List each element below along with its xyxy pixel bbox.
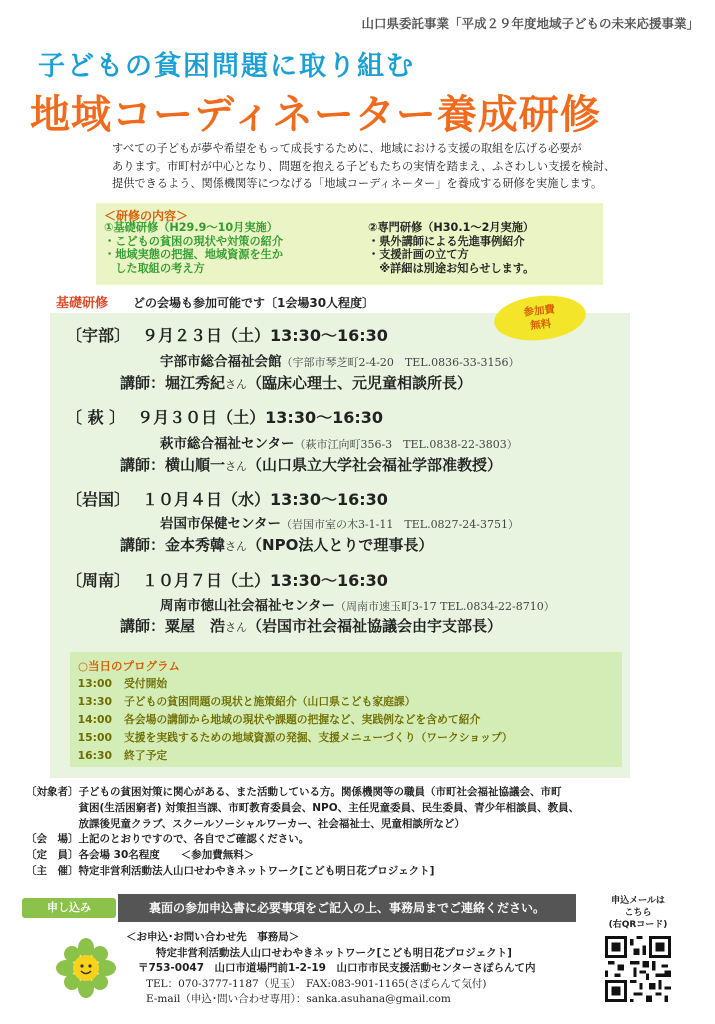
lecturer-honorific: さん	[225, 621, 248, 634]
program-time: 15:00	[77, 731, 112, 744]
basic-training-title: ①基礎研修（H29.9～10月実施）	[104, 221, 278, 234]
lecturer-name: 粟屋 浩	[165, 617, 226, 635]
program-time: 14:00	[77, 713, 112, 726]
details-section	[26, 785, 696, 880]
contact-phone: TEL：070-3777-1187（児玉） FAX:083-901-1165(さぽらんて気付)	[146, 977, 487, 990]
advanced-training-item: ※詳細は別途お知らせします。	[368, 261, 535, 275]
mail-note	[598, 895, 678, 931]
title-subtitle: 子どもの貧困問題に取り組む	[38, 51, 415, 82]
venue-region: 〔周南〕	[66, 571, 131, 590]
program-heading: ○当日のプログラム	[78, 659, 180, 673]
lecturer-affiliation: （岩国市社会福祉協議会由宇支部長）	[247, 617, 503, 635]
fee-badge-line: 無料	[529, 317, 552, 333]
mail-note-line: こちら	[624, 908, 652, 918]
program-time: 13:30	[77, 695, 112, 708]
details-line: 〔主 催〕特定非営利活動法人山口せわやきネットワーク[こども明日花プロジェクト]	[26, 864, 435, 877]
basic-training-item: ・こどもの貧困の現状や対策の紹介	[104, 234, 284, 248]
program-row	[70, 748, 167, 763]
intro-line: あります。市町村が中心となり、問題を抱える子どもたちの実情を踏まえ、ふさわしい支援を検討、	[112, 159, 616, 173]
venue-place	[160, 350, 520, 370]
lecturer-name: 横山順一	[165, 456, 226, 474]
contact-email[interactable]: E-mail（申込･問い合わせ専用）：sanka.asuhana@gmail.com	[146, 993, 451, 1006]
venue-lecturer	[120, 372, 472, 393]
contact-org: 特定非営利活動法人山口せわやきネットワーク[こども明日花プロジェクト]	[156, 946, 512, 959]
lecturer-affiliation: （臨床心理士、元児童相談所長）	[247, 374, 473, 392]
program-time: 16:30	[77, 749, 112, 762]
program-row	[70, 694, 416, 709]
lecturer-label: 講師：	[120, 536, 166, 554]
venue-datetime	[66, 487, 388, 510]
venue-place	[160, 432, 518, 452]
intro-line: すべての子どもが夢や希望をもって成長するために、地域における支援の取組を広げる必要が	[112, 142, 582, 155]
flower-logo-icon	[56, 938, 116, 998]
venue-lecturer	[120, 534, 433, 555]
advanced-training-column	[368, 221, 534, 275]
venue-date: ９月２３日（土）13:30～16:30	[142, 326, 388, 345]
venue-region: 〔岩国〕	[66, 490, 131, 509]
lecturer-label: 講師：	[120, 374, 166, 392]
program-row	[70, 676, 167, 691]
venue-address: （岩国市室の木3-1-11 TEL.0827-24-3751）	[280, 518, 519, 531]
venue-place	[160, 594, 555, 614]
venue-datetime	[66, 323, 388, 346]
basic-training-column	[104, 221, 283, 275]
lecturer-label: 講師：	[120, 617, 166, 635]
basic-training-desc: どの会場も参加可能です〔1会場30人程度〕	[133, 296, 375, 310]
lecturer-honorific: さん	[225, 460, 248, 473]
venue-place-name: 岩国市保健センター	[160, 516, 281, 532]
venue-address: （宇部市琴芝町2-4-20 TEL.0836-33-3156）	[281, 356, 520, 369]
program-box	[70, 652, 622, 767]
advanced-training-item: ・県外講師による先進事例紹介	[368, 234, 525, 248]
program-time: 13:00	[77, 677, 112, 690]
venue-address: （萩市江向町356-3 TEL.0838-22-3803）	[294, 438, 518, 451]
apply-tag: 申し込み	[22, 898, 116, 918]
lecturer-honorific: さん	[225, 540, 248, 553]
venue-datetime	[66, 405, 383, 428]
program-row	[70, 730, 513, 745]
basic-training-label: 基礎研修	[56, 296, 109, 311]
intro-line: 提供できるよう、関係機関等につなげる「地域コーディネーター」を養成する研修を実施します。	[112, 177, 603, 190]
program-row	[70, 712, 480, 727]
advanced-training-item: ・支援計画の立て方	[368, 248, 469, 262]
mail-note-line: 申込メールは	[611, 896, 665, 906]
details-line: 放課後児童クラブ、スクールソーシャルワーカー、社会福祉士、児童相談所など）	[26, 817, 465, 830]
sponsor-line: 山口県委託事業「平成２９年度地域子どもの未来応援事業」	[361, 16, 699, 31]
basic-training-item: ・地域実態の把握、地域資源を生か	[104, 248, 284, 262]
lecturer-label: 講師：	[120, 456, 166, 474]
program-text: 支援を実践するための地域資源の発掘、支援メニューづくり（ワークショップ）	[124, 731, 513, 744]
qr-code-icon[interactable]	[605, 936, 671, 1002]
venue-place	[160, 512, 519, 532]
contact-address: 〒753-0047 山口市道場門前1-2-19 山口市市民支援活動センターさぽらんて内	[138, 962, 536, 975]
contact-heading: ＜お申込･お問い合わせ先 事務局＞	[126, 931, 300, 943]
details-line: 〔会 場〕上記のとおりですので、各自でご確認ください。	[26, 833, 310, 846]
venue-region: 〔 萩 〕	[66, 408, 126, 427]
apply-banner: 裏面の参加申込書に必要事項をご記入の上、事務局までご連絡ください。	[118, 894, 576, 922]
details-line: 貧困(生活困窮者) 対策担当課、市町教育委員会、NPO、主任児童委員、民生委員、青少年相談員、教員、	[26, 801, 580, 814]
venue-place-name: 宇部市総合福祉会館	[160, 354, 282, 370]
program-text: 各会場の講師から地域の現状や課題の把握など、実践例などを含めて紹介	[124, 713, 481, 726]
mail-note-line: (右QRコード)	[608, 920, 668, 930]
lecturer-affiliation: （NPO法人とりで理事長）	[247, 536, 434, 554]
intro-text	[112, 140, 687, 193]
details-line: 〔対象者〕子どもの貧困対策に関心がある、また活動している方。関係機関等の職員（市町社会福祉協議会、市町	[26, 786, 562, 798]
lecturer-name: 堀江秀紀	[165, 374, 226, 392]
venue-date: １０月４日（水）13:30～16:30	[142, 490, 388, 509]
venue-date: １０月７日（土）13:30～16:30	[142, 571, 388, 590]
venue-date: ９月３０日（土）13:30～16:30	[137, 408, 384, 427]
program-text: 受付開始	[124, 677, 168, 690]
details-line: 〔定 員〕各会場 30名程度 ＜参加費無料＞	[26, 849, 255, 862]
advanced-training-title: ②専門研修（H30.1～2月実施）	[368, 221, 535, 234]
venue-place-name: 萩市総合福祉センター	[160, 436, 295, 452]
fee-badge-line: 参加費	[522, 303, 556, 319]
contact-section	[126, 930, 536, 1008]
program-text: 終了予定	[124, 749, 168, 762]
page-title: 地域コーディネーター養成研修	[30, 92, 601, 138]
training-contents-box	[96, 203, 603, 285]
contents-heading: ＜研修の内容＞	[104, 209, 189, 223]
venue-datetime	[66, 568, 388, 591]
lecturer-name: 金本秀韓	[165, 536, 226, 554]
program-text: 子どもの貧困問題の現状と施策紹介（山口県こども家庭課）	[124, 695, 416, 708]
lecturer-honorific: さん	[225, 378, 248, 391]
venue-region: 〔宇部〕	[66, 326, 131, 345]
basic-training-item: した取組の考え方	[104, 261, 205, 275]
venue-lecturer	[120, 615, 502, 636]
lecturer-affiliation: （山口県立大学社会福祉学部准教授）	[247, 456, 503, 474]
venue-lecturer	[120, 454, 502, 475]
venue-place-name: 周南市徳山社会福祉センター	[160, 598, 335, 614]
venue-address: （周南市速玉町3-17 TEL.0834-22-8710）	[334, 600, 555, 613]
